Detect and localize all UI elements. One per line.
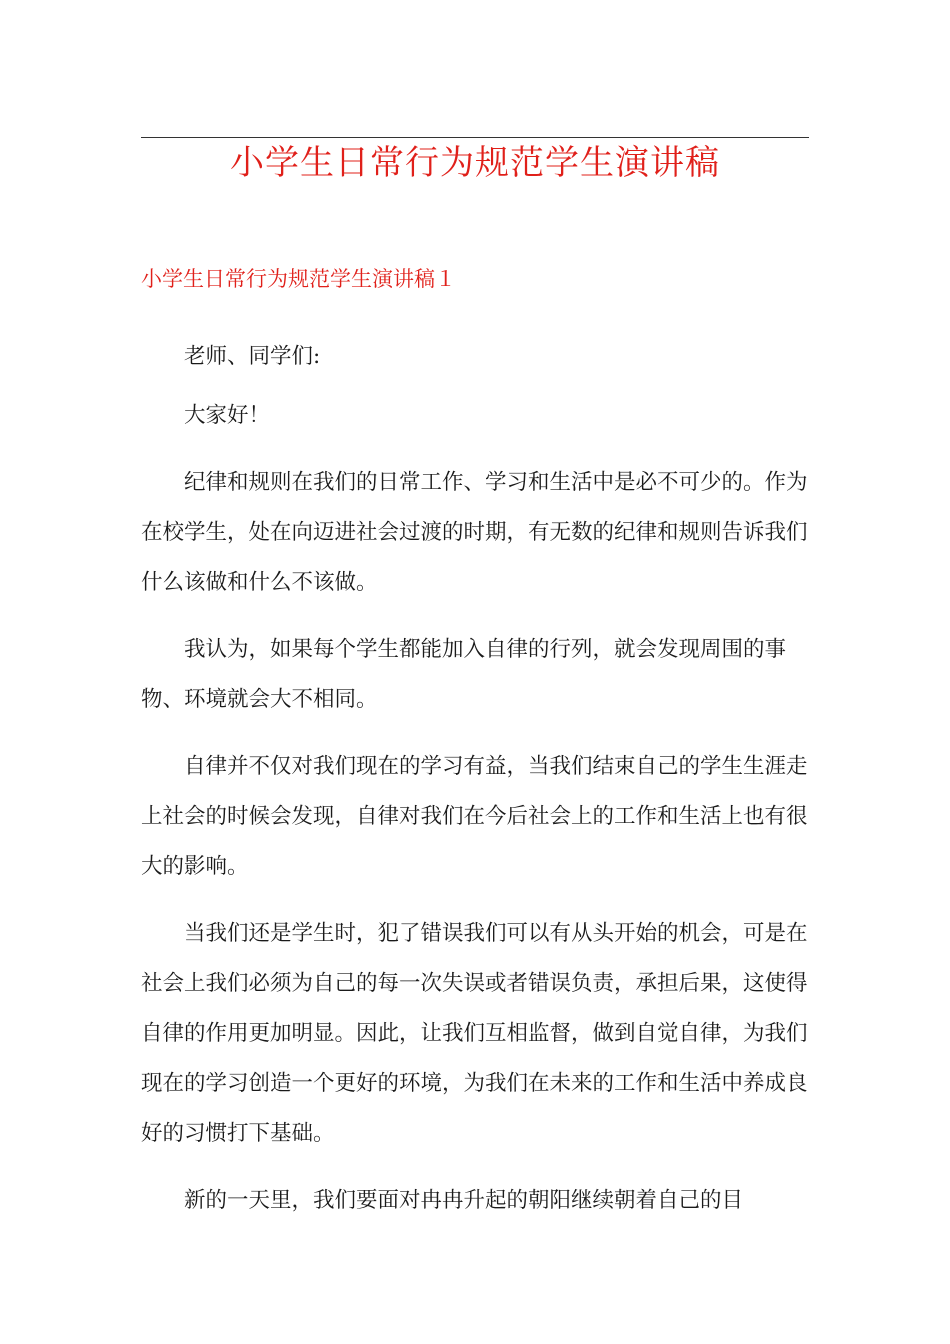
paragraph-body: 当我们还是学生时，犯了错误我们可以有从头开始的机会，可是在社会上我们必须为自己的每一次失误或者错误负责，承担后果，这使得自律的作用更加明显。因此，让我们互相监督，做到自觉自律，为我们现在的学习创造一个更好的环境，为我们在未来的工作和生活中养成良好的习惯打下基础。 [141, 921, 808, 1146]
title-top-rule [141, 137, 809, 138]
paragraph-body: 纪律和规则在我们的日常工作、学习和生活中是必不可少的。作为在校学生，处在向迈进社会过渡的时期，有无数的纪律和规则告诉我们什么该做和什么不该做。 [141, 470, 808, 595]
paragraph-greeting: 大家好！ [184, 403, 271, 428]
document-title: 小学生日常行为规范学生演讲稿 [230, 143, 720, 183]
document-body [141, 332, 809, 1226]
section-heading: 小学生日常行为规范学生演讲稿１ [141, 267, 456, 291]
paragraph-body: 我认为，如果每个学生都能加入自律的行列，就会发现周围的事物、环境就会大不相同。 [141, 637, 787, 712]
paragraph-body: 新的一天里，我们要面对冉冉升起的朝阳继续朝着自己的目 [184, 1188, 744, 1213]
paragraph-body: 自律并不仅对我们现在的学习有益，当我们结束自己的学生生涯走上社会的时候会发现，自律对我们在今后社会上的工作和生活上也有很大的影响。 [141, 754, 808, 879]
paragraph-salutation: 老师、同学们: [184, 344, 321, 369]
